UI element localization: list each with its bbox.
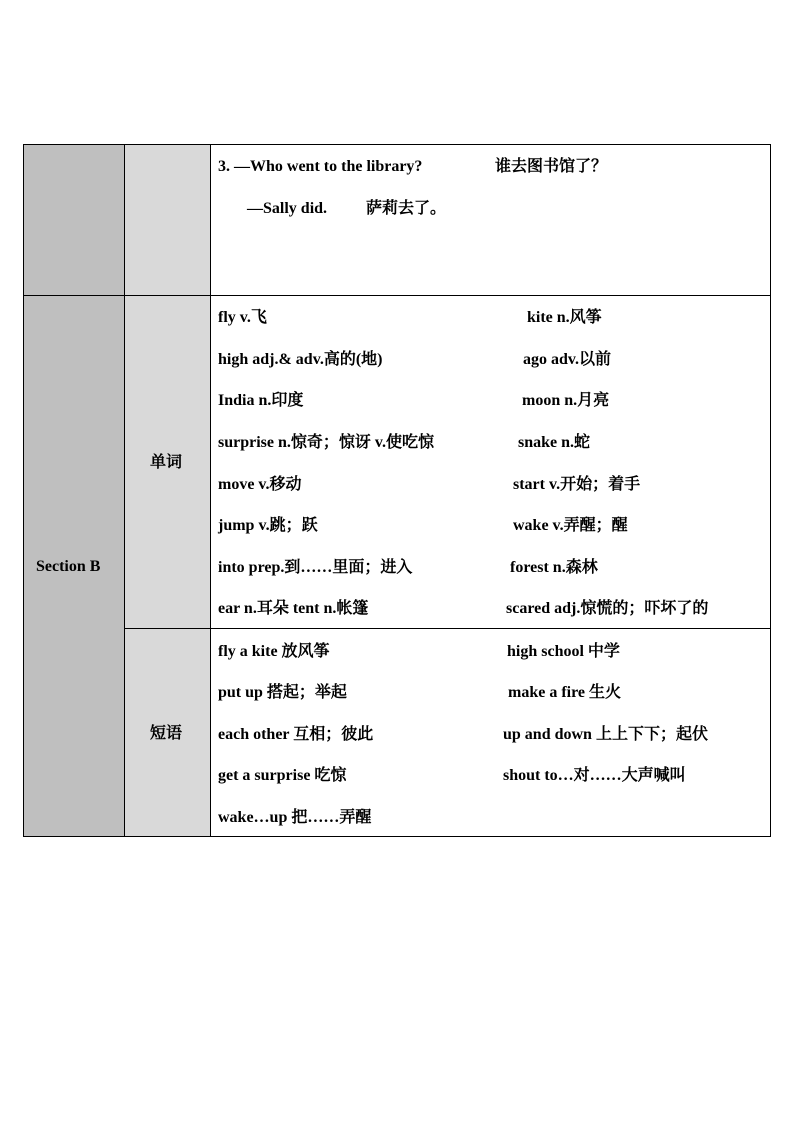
word-right: snake n.蛇 [518,434,591,451]
word-right: scared adj.惊慌的；吓坏了的 [506,600,709,617]
word-left: ear n.耳朵 tent n.帐篷 [218,600,369,617]
word-left: surprise n.惊奇；惊讶 v.使吃惊 [218,434,435,451]
phrases-label: 短语 [150,725,183,742]
word-right: kite n.风筝 [527,309,602,326]
words-label: 单词 [150,454,183,471]
phrase-right: up and down 上上下下；起伏 [503,726,708,743]
phrase-left: each other 互相；彼此 [218,726,374,743]
word-left: into prep.到……里面；进入 [218,559,413,576]
phrase-right: make a fire 生火 [508,684,622,701]
word-left: fly v.飞 [218,309,267,326]
word-left: jump v.跳；跃 [218,517,318,534]
section-b-label: Section B [36,558,101,575]
phrase-left: put up 搭起；举起 [218,684,347,701]
word-left: high adj.& adv.高的(地) [218,351,383,368]
phrase-left: wake…up 把……弄醒 [218,809,372,826]
word-right: ago adv.以前 [523,351,612,368]
word-right: wake v.弄醒；醒 [513,517,628,534]
section-column [24,145,124,836]
phrase-left: fly a kite 放风筝 [218,643,330,660]
word-right: start v.开始；着手 [513,476,641,493]
word-left: move v.移动 [218,476,302,493]
sentence-answer-translation: 萨莉去了。 [366,200,447,217]
sentence-answer: —Sally did. [247,200,328,217]
sentence-question-translation: 谁去图书馆了？ [495,158,608,175]
word-left: India n.印度 [218,392,304,409]
sentence-question: 3. —Who went to the library? [218,158,423,175]
phrase-right: high school 中学 [507,643,620,660]
phrase-right: shout to…对……大声喊叫 [503,767,686,784]
word-right: forest n.森林 [510,559,598,576]
word-right: moon n.月亮 [522,392,610,409]
phrase-left: get a surprise 吃惊 [218,767,347,784]
vocabulary-table [23,144,771,837]
